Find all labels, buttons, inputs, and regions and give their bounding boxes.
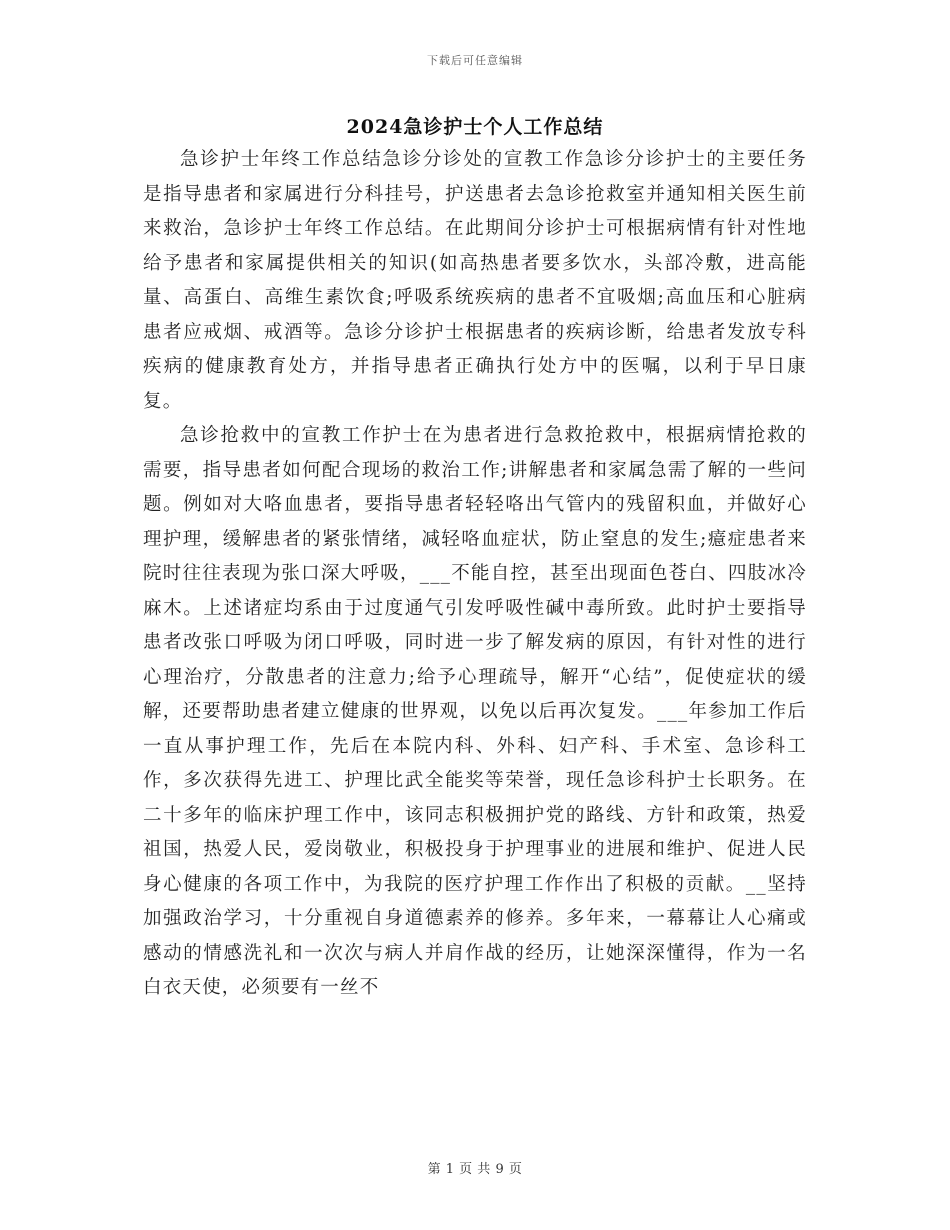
document-title: 2024急诊护士个人工作总结 (346, 116, 604, 138)
page-number-indicator: 第 1 页 共 9 页 (427, 1162, 523, 1177)
body-paragraph-1: 急诊护士年终工作总结急诊分诊处的宣教工作急诊分诊护士的主要任务是指导患者和家属进行分科挂号，护送患者去急诊抢救室并通知相关医生前来救治，急诊护士年终工作总结。在此期间分诊护士可根据病情有针对性地给予患者和家属提供相关的知识(如高热患者要多饮水，头部冷敷，进高能量、高蛋白、高维生素饮食;呼吸系统疾病的患者不宜吸烟;高血压和心脏病患者应戒烟、戒酒等。急诊分诊护士根据患者的疾病诊断，给患者发放专科疾病的健康教育处方，并指导患者正确执行处方中的医嘱，以利于早日康复。 (143, 149, 807, 412)
document-body (143, 143, 807, 1006)
page-header-note: 下载后可任意编辑 (427, 54, 523, 67)
body-paragraph-2: 急诊抢救中的宣教工作护士在为患者进行急救抢救中，根据病情抢救的需要，指导患者如何配合现场的救治工作;讲解患者和家属急需了解的一些问题。例如对大咯血患者，要指导患者轻轻咯出气管内的残留积血，并做好心理护理，缓解患者的紧张情绪，减轻咯血症状，防止窒息的发生;癔症患者来院时往往表现为张口深大呼吸，___不能自控，甚至出现面色苍白、四肢冰冷麻木。上述诸症均系由于过度通气引发呼吸性碱中毒所致。此时护士要指导患者改张口呼吸为闭口呼吸，同时进一步了解发病的原因，有针对性的进行心理治疗，分散患者的注意力;给予心理疏导，解开“心结”，促使症状的缓解，还要帮助患者建立健康的世界观，以免以后再次复发。___年参加工作后一直从事护理工作，先后在本院内科、外科、妇产科、手术室、急诊科工作，多次获得先进工、护理比武全能奖等荣誉，现任急诊科护士长职务。在二十多年的临床护理工作中，该同志积极拥护党的路线、方针和政策，热爱祖国，热爱人民，爱岗敬业，积极投身于护理事业的进展和维护、促进人民身心健康的各项工作中，为我院的医疗护理工作作出了积极的贡献。__坚持加强政治学习，十分重视自身道德素养的修养。多年来，一幕幕让人心痛或感动的情感洗礼和一次次与病人并肩作战的经历，让她深深懂得，作为一名白衣天使，必须要有一丝不 (143, 425, 807, 998)
